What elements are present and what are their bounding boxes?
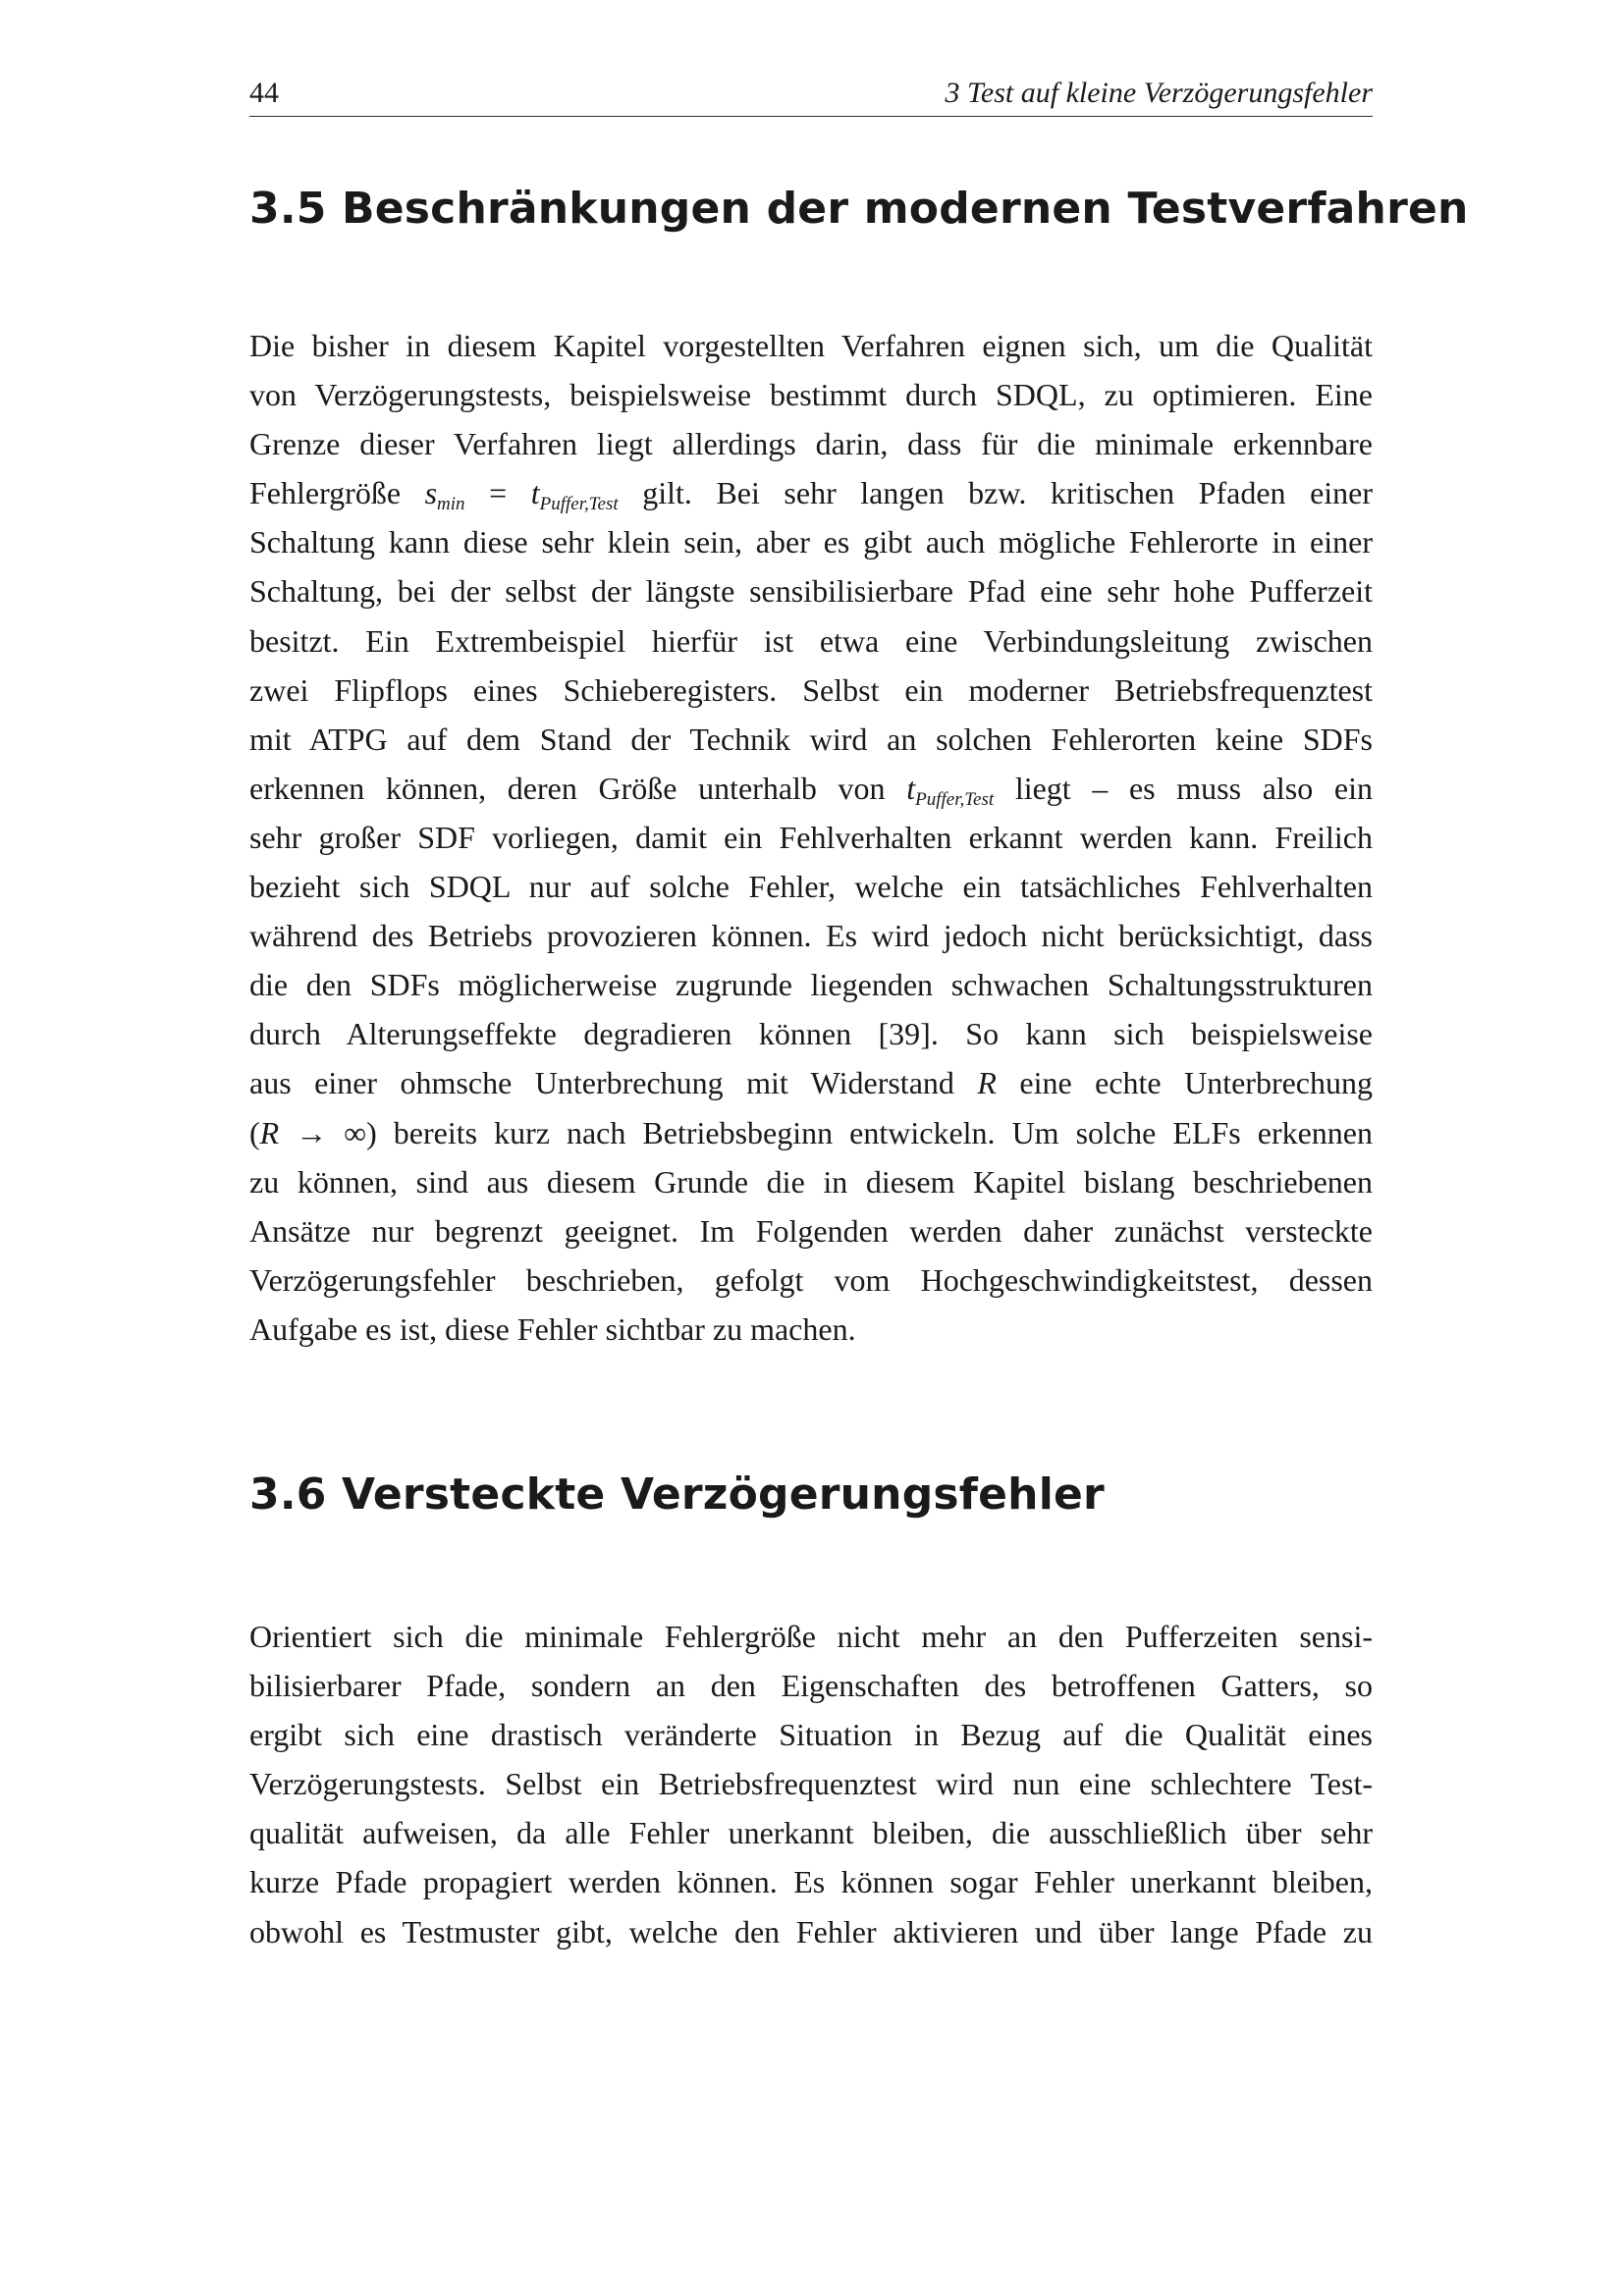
text-line: Grenze dieser Verfahren liegt allerdings darin, dass für die minimale erkennbare (249, 426, 1373, 462)
text-line: zwei Flipflops eines Schieberegisters. Selbst ein moderner Betriebsfrequenztest (249, 671, 1373, 708)
math-r: R (259, 1114, 280, 1150)
page-number: 44 (249, 77, 279, 109)
text-line: besitzt. Ein Extrembeispiel hierfür ist etwa eine Verbindungsleitung zwischen (249, 622, 1373, 659)
text-line-with-math: Fehlergröße $s_{min} = t_{Puffer,Test}$ gilt. Bei sehr langen bzw. kritischen Pfaden einer (249, 475, 1374, 515)
text-line: obwohl es Testmuster gibt, welche den Fehler aktivieren und über lange Pfade zu (249, 1913, 1373, 1949)
section-number: 3.5 (249, 184, 327, 234)
text-line: sehr großer SDF vorliegen, damit ein Fehlverhalten erkannt werden kann. Freilich (249, 819, 1373, 855)
section-title: Beschränkungen der modernen Testverfahren (342, 184, 1469, 234)
text-line: kurze Pfade propagiert werden können. Es können sogar Fehler unerkannt bleiben, (249, 1864, 1373, 1900)
running-header (249, 73, 1373, 117)
math-s-min: $s_{min}$ (424, 475, 465, 515)
text-line: Schaltung kann diese sehr klein sein, aber es gibt auch mögliche Fehlerorte in einer (249, 524, 1373, 561)
text-line: Aufgabe es ist, diese Fehler sichtbar zu machen. (249, 1310, 856, 1347)
text-line: qualität aufweisen, da alle Fehler unerkannt bleiben, die ausschließlich über sehr (249, 1815, 1373, 1851)
text-line: ergibt sich eine drastisch veränderte Situation in Bezug auf die Qualität eines (249, 1717, 1373, 1753)
section-heading-3-5 (249, 184, 1469, 234)
section-number: 3.6 (249, 1469, 327, 1520)
text-line-with-math: aus einer ohmsche Unterbrechung mit Widerstand R eine echte Unterbrechung (249, 1065, 1374, 1101)
math-r: R (977, 1065, 997, 1101)
text-line-with-math: (R → ∞) bereits kurz nach Betriebsbeginn entwickeln. Um solche ELFs erkennen (249, 1114, 1374, 1150)
text-line: bezieht sich SDQL nur auf solche Fehler, welche ein tatsächliches Fehlverhalten (249, 869, 1373, 905)
text-line: Die bisher in diesem Kapitel vorgestellten Verfahren eignen sich, um die Qualität (249, 328, 1373, 363)
text-line: mit ATPG auf dem Stand der Technik wird an solchen Fehlerorten keine SDFs (249, 721, 1373, 757)
text-line: Orientiert sich die minimale Fehlergröße nicht mehr an den Pufferzeiten sensi- (249, 1619, 1373, 1654)
text-line: von Verzögerungstests, beispielsweise bestimmt durch SDQL, zu optimieren. Eine (249, 377, 1373, 413)
paragraph-3-6 (249, 1612, 1373, 1956)
text-line: Verzögerungstests. Selbst ein Betriebsfrequenztest wird nun eine schlechtere Test- (249, 1766, 1373, 1802)
text-line: Ansätze nur begrenzt geeignet. Im Folgenden werden daher zunächst versteckte (249, 1212, 1373, 1249)
math-t-puffer-test: $t_{Puffer,Test}$ (906, 770, 995, 810)
text-line: Verzögerungsfehler beschrieben, gefolgt vom Hochgeschwindigkeitstest, dessen (249, 1261, 1373, 1298)
text-line: bilisierbarer Pfade, sondern an den Eigenschaften des betroffenen Gatters, so (249, 1668, 1373, 1704)
section-title: Versteckte Verzögerungsfehler (342, 1469, 1105, 1520)
text-line: während des Betriebs provozieren können. Es wird jedoch nicht berücksichtigt, dass (249, 918, 1373, 954)
chapter-title: 3 Test auf kleine Verzögerungsfehler (945, 77, 1373, 109)
math-arrow-infinity: → ∞ (279, 1114, 367, 1150)
math-t-puffer-test: $t_{Puffer,Test}$ (530, 475, 619, 515)
text-line: Schaltung, bei der selbst der längste sensibilisierbare Pfad eine sehr hohe Pufferzeit (249, 573, 1373, 610)
section-heading-3-6 (249, 1469, 1105, 1520)
text-line: die den SDFs möglicherweise zugrunde liegenden schwachen Schaltungsstrukturen (249, 967, 1373, 1003)
text-line: durch Alterungseffekte degradieren können [39]. So kann sich beispielsweise (249, 1016, 1373, 1052)
text-line-with-math: erkennen können, deren Größe unterhalb von $t_{Puffer,Test}$ liegt – es muss also ein (249, 770, 1374, 810)
text-line: zu können, sind aus diesem Grunde die in diesem Kapitel bislang beschriebenen (249, 1163, 1373, 1200)
paragraph-3-5 (249, 321, 1373, 1354)
